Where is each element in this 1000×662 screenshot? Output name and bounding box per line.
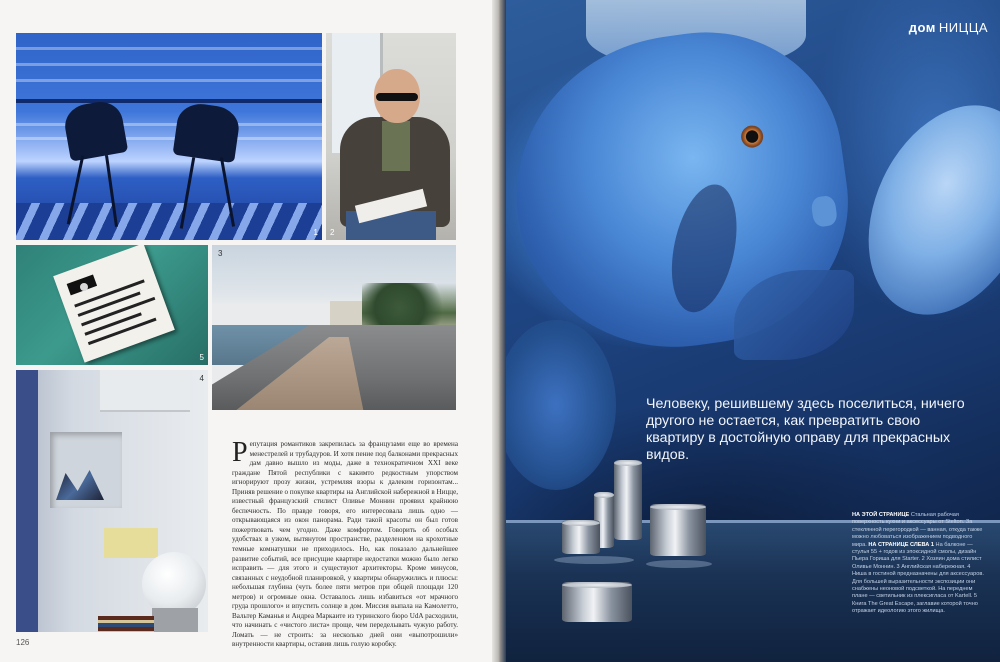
article-text: епутация романтиков закрепилась за французами еще во времена менестрелей и трубадуров. И хотя пение под балконами прекрасных дам давно вышло из моды, даже в технократичном XXI веке граждане Пятой республики с какимто редкостным упорством игнорируют прозу жизни, устремляя взоры к далеким горизонтам... Приняв решение о покупке квартиры на Английской набережной в Ницце, известный французский стилист Оливье Моннин проявил крайнюю беспечность. По правде говоря, его интересовала лишь одно — открывающаяся из окон панорама. Ради такой красоты он был готов пожертвовать чем угодно. Даже комфортом. Говорить об особых удобствах в узком, вытянутом пространстве, разделенном на крохотные темные комнатушки не приходилось. Но, как показало дальнейшее развитие событий, все присущие квартире недостатки можно было легко исправить — для этого и существуют архитекторы. Кроме минусов, связанных с неудобной планировкой, у квартиры обнаружились и плюсы: небольшая глубина (чуть более пяти метров при общей площади 120 метров) и огромные окна. Оставалось лишь избавиться «от мрачного груда прошлого» и впустить солнце в дом. Миссия выпала на Камолетто, Вальтер Каманья и Андреа Маркаите из туринского бюро UdA расходили, что начинать с «чистого листа» проще, чем переделывать чужую работу. Ломать — не строить: за несколько дней они «выпотрошили» внутренности квартиры, оставив лишь голую коробку.	[232, 440, 458, 649]
caption-text-this-page: Стальная рабочая поверхность кухни и аксессуары от Stelton. За стеклянной перегородкой — ванная, откуда также можно любоваться изображением подводного мира.	[852, 512, 983, 548]
photo-captions	[852, 512, 986, 616]
page-number: 126	[16, 638, 30, 647]
photo-living-room-niches	[16, 370, 208, 632]
pull-quote: Человеку, решившему здесь поселиться, ничего другого не остается, как превратить свою квартиру в достойную оправу для прекрасных видов.	[646, 396, 965, 463]
article-body	[232, 437, 458, 650]
drop-cap: Р	[232, 437, 248, 468]
section-header	[909, 20, 988, 35]
steel-canister-wide	[650, 504, 706, 556]
left-page	[0, 0, 492, 662]
sunglasses	[376, 93, 418, 101]
caption-text-left-page: На балконе — стулья 55 + годов из эпоксидной смолы, дизайн Пьера Гориша для Starter. 2 Хозяин дома стилист Оливье Моннин. 3 Английская набережная. 4 Ниша в гостиной предназначены для аксессуаров. Для большей выразительности экспозиции они снабжены неоновой подсветкой. На переднем плане — светильник из плексигласа от Kartell. 5 Книга The Great Escape, заглавие которой точно отражает идеологию этого жилища.	[852, 541, 984, 615]
steel-canister-tall	[614, 460, 642, 540]
caption-heading-left-page: НА СТРАНИЦЕ СЛЕВА 1	[868, 541, 934, 548]
photo-number: 5	[199, 353, 204, 362]
caption-heading-this-page: НА ЭТОЙ СТРАНИЦЕ	[852, 512, 910, 518]
section-brand: дом	[908, 20, 936, 35]
steel-bowl	[562, 582, 632, 622]
steel-canister-short	[562, 520, 600, 554]
spine-gutter	[492, 0, 506, 662]
right-page-aquarium	[506, 0, 1000, 662]
fish-eye	[740, 124, 765, 149]
lamp-globe	[142, 552, 206, 616]
book	[53, 245, 175, 363]
photo-number: 3	[218, 249, 223, 258]
fish-background	[837, 79, 1000, 342]
photo-stylist-portrait	[326, 33, 456, 240]
photo-number: 1	[313, 228, 318, 237]
photo-balcony-chairs	[16, 33, 322, 240]
section-city: НИЦЦА	[938, 20, 988, 35]
photo-number: 4	[199, 374, 204, 383]
photo-promenade	[212, 245, 456, 410]
photo-number: 2	[330, 228, 335, 237]
photo-book-great-escape	[16, 245, 208, 365]
